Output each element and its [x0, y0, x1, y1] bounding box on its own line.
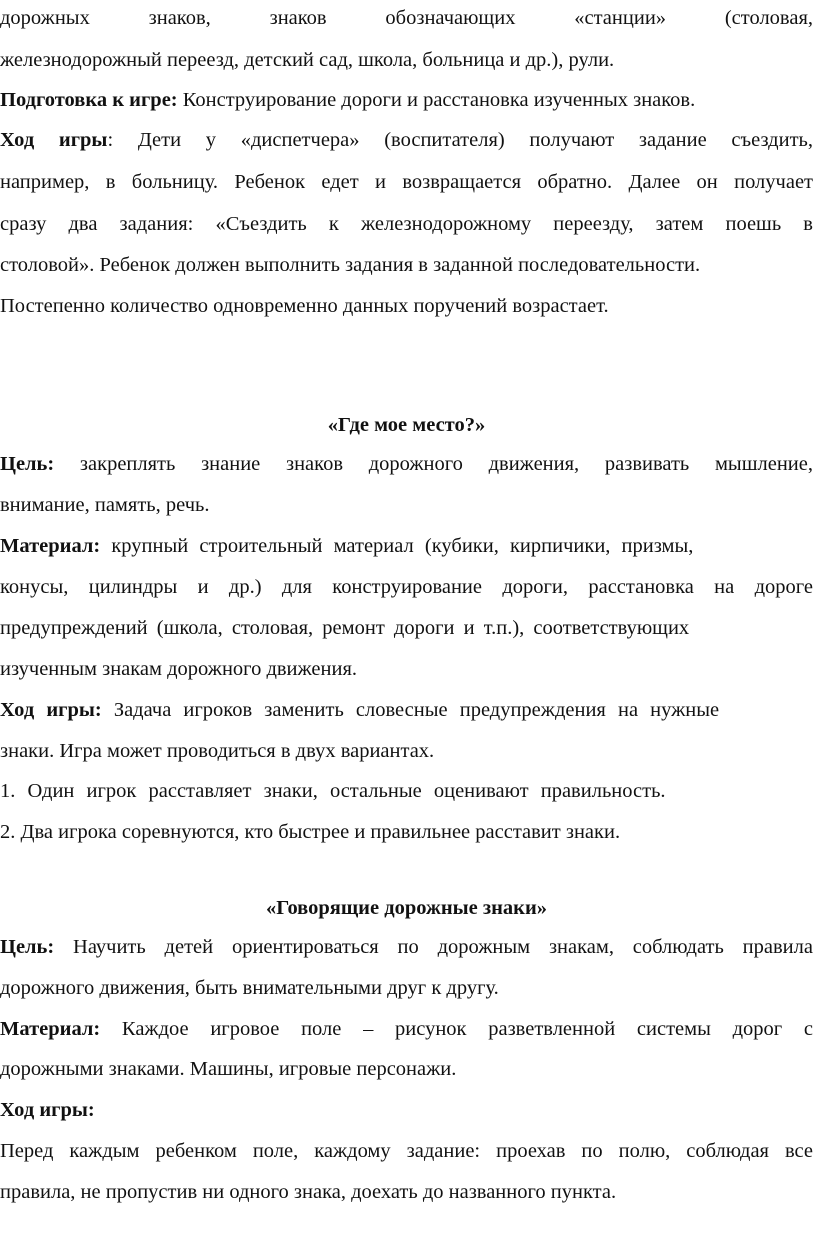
preparation-paragraph	[0, 88, 813, 112]
paragraph-line: дорожных знаков, знаков обозначающих «станции» (столовая,	[0, 7, 813, 29]
material-paragraph	[0, 534, 813, 558]
goal-paragraph	[0, 452, 813, 476]
paragraph-line: сразу два задания: «Съездить к железнодорожному переезду, затем поешь в	[0, 213, 813, 235]
section-title: «Где мое место?»	[327, 414, 486, 436]
course-label: Ход игры:	[0, 699, 102, 721]
preparation-text: Конструирование дороги и расстановка изученных знаков.	[177, 89, 696, 111]
goal-label: Цель:	[0, 453, 55, 475]
course-paragraph	[0, 128, 813, 152]
course-paragraph	[0, 698, 813, 722]
list-item: 2. Два игрока соревнуются, кто быстрее и правильнее расставит знаки.	[0, 821, 621, 843]
goal-text: Научить детей ориентироваться по дорожным знакам, соблюдать правила	[54, 936, 813, 958]
paragraph-line: столовой». Ребенок должен выполнить задания в заданной последовательности.	[0, 254, 701, 276]
material-paragraph	[0, 1017, 813, 1041]
paragraph-line: дорожными знаками. Машины, игровые персонажи.	[0, 1058, 457, 1080]
course-text: Задача игроков заменить словесные предупреждения на нужные	[101, 699, 720, 721]
material-label: Материал:	[0, 535, 101, 557]
goal-label: Цель:	[0, 936, 55, 958]
material-text: Каждое игровое поле – рисунок разветвленной системы дорог с	[100, 1018, 813, 1040]
list-item: 1. Один игрок расставляет знаки, остальные оценивают правильность.	[0, 780, 666, 802]
material-text: крупный строительный материал (кубики, кирпичики, призмы,	[100, 535, 694, 557]
paragraph-line: железнодорожный переезд, детский сад, школа, больница и др.), рули.	[0, 49, 615, 71]
paragraph-line: дорожного движения, быть внимательными друг к другу.	[0, 977, 499, 999]
course-label: Ход игры:	[0, 1099, 95, 1121]
course-text: : Дети у «диспетчера» (воспитателя) получают задание съездить,	[107, 129, 814, 151]
section-title: «Говорящие дорожные знаки»	[265, 897, 548, 919]
preparation-label: Подготовка к игре:	[0, 89, 178, 111]
paragraph-line: правила, не пропустив ни одного знака, доехать до названного пункта.	[0, 1181, 617, 1203]
paragraph-line: Постепенно количество одновременно данных поручений возрастает.	[0, 295, 609, 317]
paragraph-line: например, в больницу. Ребенок едет и возвращается обратно. Далее он получает	[0, 171, 813, 193]
paragraph-line: Перед каждым ребенком поле, каждому задание: проехав по полю, соблюдая все	[0, 1140, 813, 1162]
paragraph-line: конусы, цилиндры и др.) для конструирование дороги, расстановка на дороге	[0, 576, 813, 598]
paragraph-line: знаки. Игра может проводиться в двух вариантах.	[0, 740, 435, 762]
paragraph-line: внимание, память, речь.	[0, 494, 210, 516]
paragraph-line: изученным знакам дорожного движения.	[0, 658, 358, 680]
course-label: Ход игры	[0, 129, 108, 151]
goal-paragraph	[0, 935, 813, 959]
goal-text: закреплять знание знаков дорожного движения, развивать мышление,	[54, 453, 813, 475]
paragraph-line: предупреждений (школа, столовая, ремонт дороги и т.п.), соответствующих	[0, 617, 690, 639]
material-label: Материал:	[0, 1018, 101, 1040]
